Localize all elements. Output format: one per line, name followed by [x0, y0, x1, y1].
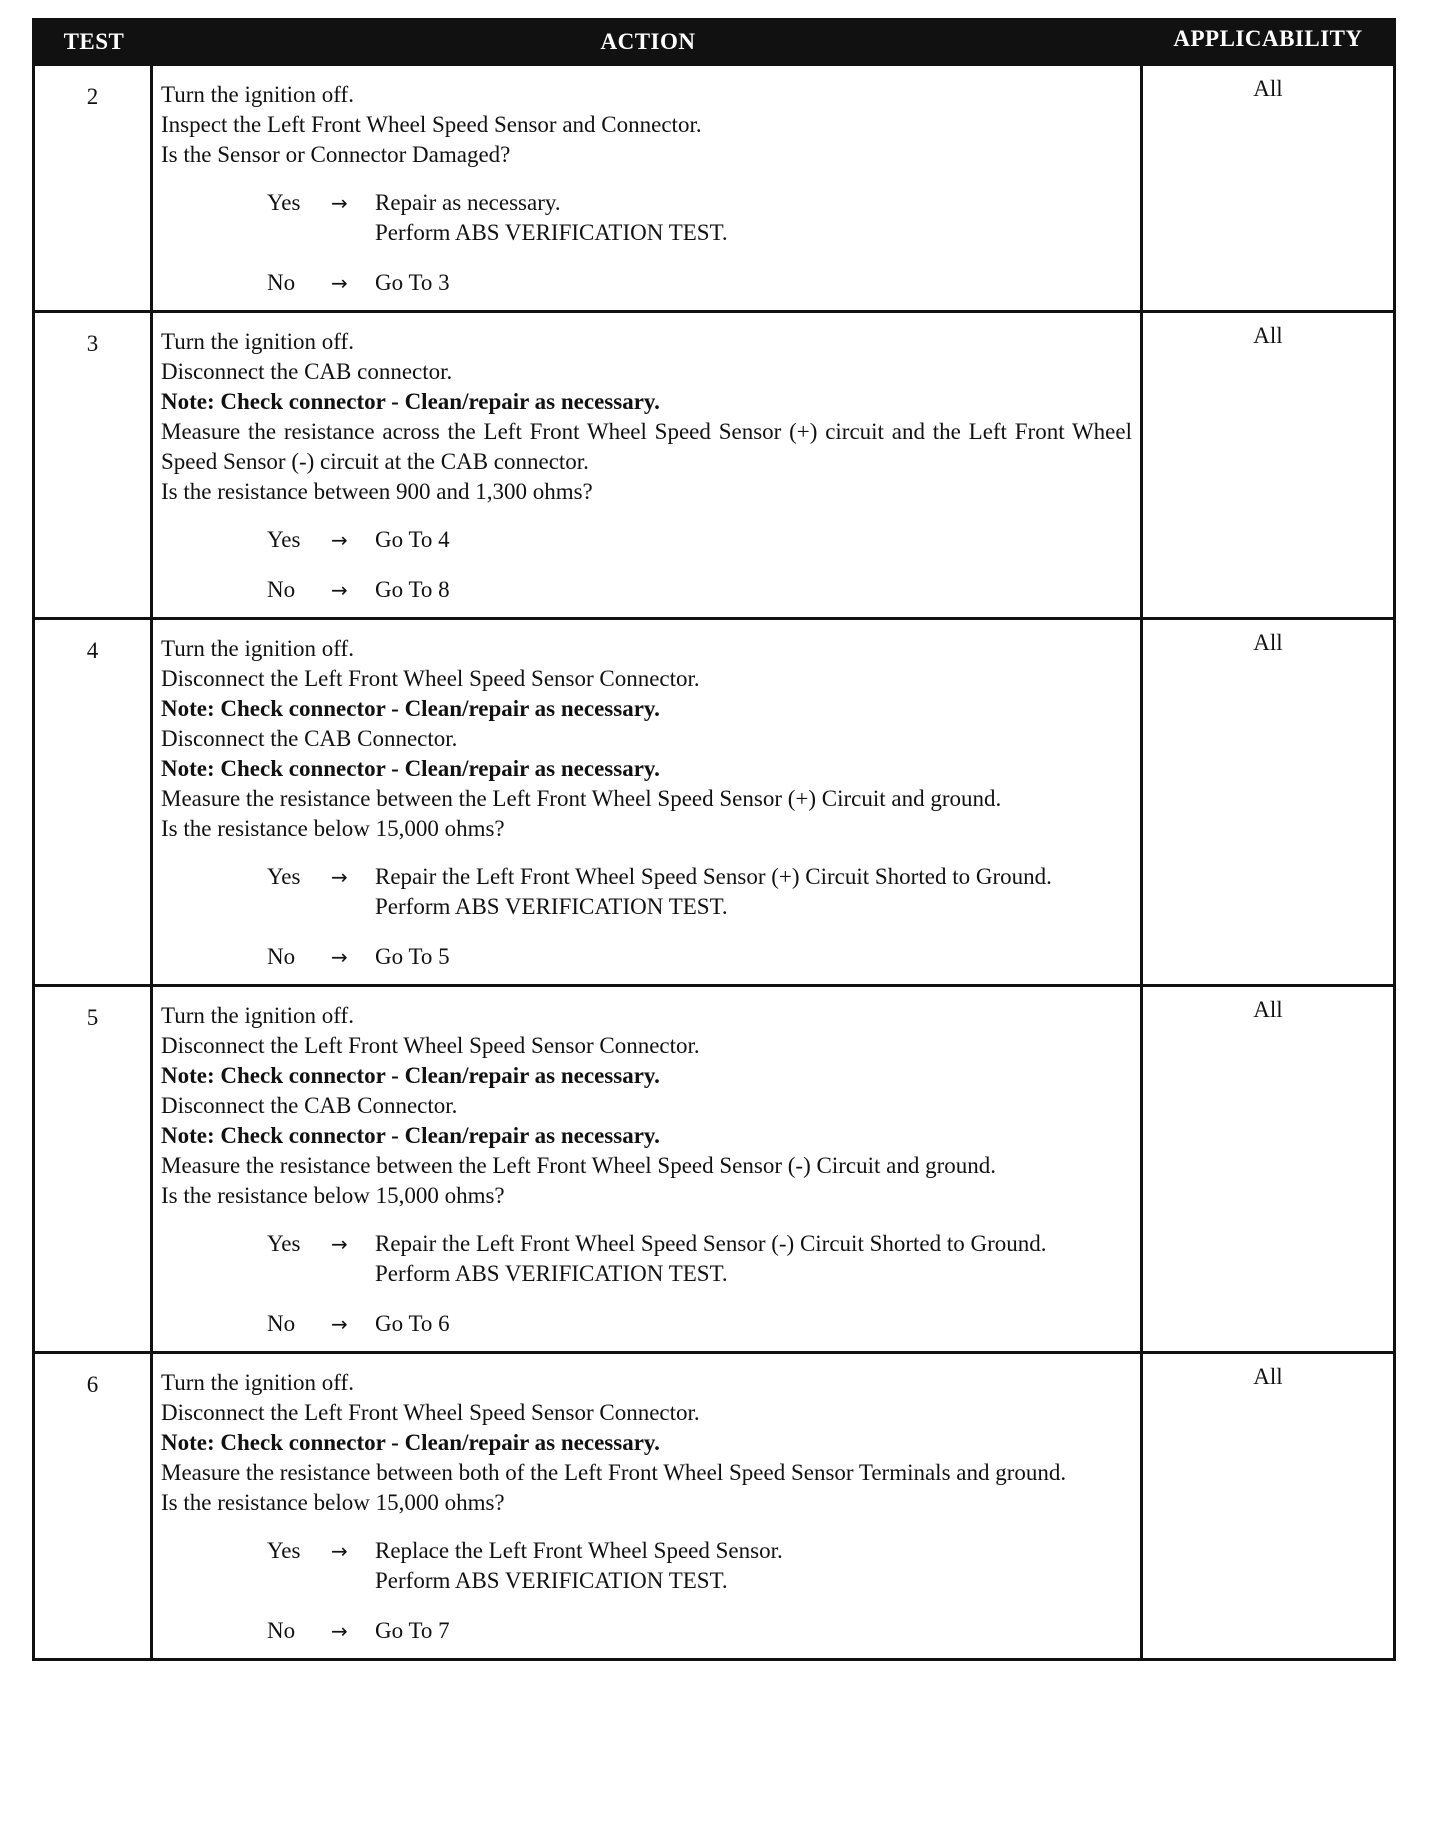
table-row	[35, 310, 1393, 617]
applicability-value: All	[1253, 323, 1283, 348]
outcome-line: Repair as necessary.	[375, 190, 561, 215]
action-step: Inspect the Left Front Wheel Speed Sensor and Connector.	[161, 112, 702, 137]
outcome-label: No	[267, 1618, 296, 1643]
no-outcome	[161, 575, 1132, 605]
action-step: Turn the ignition off.	[161, 1003, 354, 1028]
action-step: Disconnect the Left Front Wheel Speed Sensor Connector.	[161, 666, 700, 691]
action-cell	[153, 313, 1143, 617]
applicability-value: All	[1253, 1364, 1283, 1389]
table-row	[35, 63, 1393, 310]
note-text: Note: Check connector - Clean/repair as necessary.	[161, 389, 660, 414]
yes-outcome	[161, 1229, 1132, 1289]
no-outcome	[161, 268, 1132, 298]
outcome-label: Yes	[267, 527, 301, 552]
action-step: Is the resistance between 900 and 1,300 ohms?	[161, 479, 593, 504]
action-step: Measure the resistance between the Left Front Wheel Speed Sensor (+) Circuit and ground.	[161, 786, 1002, 811]
action-step: Disconnect the Left Front Wheel Speed Sensor Connector.	[161, 1033, 700, 1058]
outcome-result	[375, 1616, 1132, 1646]
action-step: Is the resistance below 15,000 ohms?	[161, 1490, 505, 1515]
outcome-line: Perform ABS VERIFICATION TEST.	[375, 220, 728, 245]
action-step: Is the resistance below 15,000 ohms?	[161, 1183, 505, 1208]
note-text: Note: Check connector - Clean/repair as necessary.	[161, 1123, 660, 1148]
arrow-icon: →	[331, 578, 348, 602]
outcome-result	[375, 942, 1132, 972]
action-cell	[153, 66, 1143, 310]
outcome-line: Perform ABS VERIFICATION TEST.	[375, 894, 728, 919]
no-outcome	[161, 1309, 1132, 1339]
action-step: Is the resistance below 15,000 ohms?	[161, 816, 505, 841]
outcomes	[161, 1229, 1132, 1339]
arrow-icon: →	[331, 191, 348, 215]
outcome-line: Go To 7	[375, 1618, 450, 1643]
action-step: Disconnect the Left Front Wheel Speed Sensor Connector.	[161, 1400, 700, 1425]
applicability-value: All	[1253, 630, 1283, 655]
outcome-result	[375, 1229, 1132, 1289]
note-text: Note: Check connector - Clean/repair as necessary.	[161, 756, 660, 781]
no-outcome	[161, 1616, 1132, 1646]
outcome-label: No	[267, 577, 296, 602]
outcome-result	[375, 1309, 1132, 1339]
action-step: Disconnect the CAB Connector.	[161, 1093, 458, 1118]
outcome-result	[375, 188, 1132, 248]
outcome-line: Repair the Left Front Wheel Speed Sensor (-) Circuit Shorted to Ground.	[375, 1231, 1047, 1256]
arrow-icon: →	[331, 271, 348, 295]
arrow-icon: →	[331, 865, 348, 889]
outcome-label: No	[267, 270, 296, 295]
arrow-icon: →	[331, 1312, 348, 1336]
outcomes	[161, 862, 1132, 972]
outcome-line: Repair the Left Front Wheel Speed Sensor (+) Circuit Shorted to Ground.	[375, 864, 1052, 889]
outcome-line: Go To 5	[375, 944, 450, 969]
outcome-label: Yes	[267, 1538, 301, 1563]
table-row	[35, 984, 1393, 1351]
test-number: 4	[35, 620, 153, 984]
table-body	[35, 63, 1393, 1658]
arrow-icon: →	[331, 1232, 348, 1256]
outcome-line: Go To 4	[375, 527, 450, 552]
test-number: 3	[35, 313, 153, 617]
outcome-label: Yes	[267, 190, 301, 215]
table-row	[35, 1351, 1393, 1658]
yes-outcome	[161, 525, 1132, 555]
test-number: 6	[35, 1354, 153, 1658]
header-action: ACTION	[600, 29, 696, 54]
test-number: 5	[35, 987, 153, 1351]
arrow-icon: →	[331, 528, 348, 552]
outcome-result	[375, 862, 1132, 922]
outcome-line: Go To 8	[375, 577, 450, 602]
outcomes	[161, 525, 1132, 605]
action-step: Disconnect the CAB connector.	[161, 359, 453, 384]
arrow-icon: →	[331, 945, 348, 969]
yes-outcome	[161, 862, 1132, 922]
outcome-result	[375, 525, 1132, 555]
no-outcome	[161, 942, 1132, 972]
applicability-value: All	[1253, 76, 1283, 101]
outcome-result	[375, 268, 1132, 298]
outcome-label: No	[267, 1311, 296, 1336]
action-step: Measure the resistance between both of the Left Front Wheel Speed Sensor Terminals and ground.	[161, 1460, 1067, 1485]
action-step: Measure the resistance across the Left Front Wheel Speed Sensor (+) circuit and the Left Front Wheel Speed Sensor (-) circuit at the CAB connector.	[161, 419, 1132, 474]
action-step: Turn the ignition off.	[161, 636, 354, 661]
action-step: Turn the ignition off.	[161, 82, 354, 107]
outcome-label: Yes	[267, 864, 301, 889]
outcome-label: Yes	[267, 1231, 301, 1256]
action-step: Measure the resistance between the Left Front Wheel Speed Sensor (-) Circuit and ground.	[161, 1153, 996, 1178]
outcome-line: Perform ABS VERIFICATION TEST.	[375, 1568, 728, 1593]
arrow-icon: →	[331, 1619, 348, 1643]
note-text: Note: Check connector - Clean/repair as necessary.	[161, 696, 660, 721]
action-step: Turn the ignition off.	[161, 1370, 354, 1395]
action-step: Disconnect the CAB Connector.	[161, 726, 458, 751]
outcome-line: Perform ABS VERIFICATION TEST.	[375, 1261, 728, 1286]
action-cell	[153, 1354, 1143, 1658]
table-row	[35, 617, 1393, 984]
test-number: 2	[35, 66, 153, 310]
action-cell	[153, 620, 1143, 984]
applicability-value: All	[1253, 997, 1283, 1022]
arrow-icon: →	[331, 1539, 348, 1563]
outcomes	[161, 1536, 1132, 1646]
outcome-label: No	[267, 944, 296, 969]
outcome-result	[375, 1536, 1132, 1596]
yes-outcome	[161, 188, 1132, 248]
action-step: Is the Sensor or Connector Damaged?	[161, 142, 511, 167]
table-header	[35, 21, 1393, 63]
header-applicability: APPLICABILITY	[1173, 26, 1363, 51]
note-text: Note: Check connector - Clean/repair as necessary.	[161, 1063, 660, 1088]
outcome-line: Go To 3	[375, 270, 450, 295]
outcomes	[161, 188, 1132, 298]
diagnostic-test-table	[32, 18, 1396, 1661]
action-step: Turn the ignition off.	[161, 329, 354, 354]
note-text: Note: Check connector - Clean/repair as necessary.	[161, 1430, 660, 1455]
outcome-line: Replace the Left Front Wheel Speed Sensor.	[375, 1538, 783, 1563]
header-test: TEST	[63, 29, 125, 54]
yes-outcome	[161, 1536, 1132, 1596]
outcome-line: Go To 6	[375, 1311, 450, 1336]
outcome-result	[375, 575, 1132, 605]
action-cell	[153, 987, 1143, 1351]
